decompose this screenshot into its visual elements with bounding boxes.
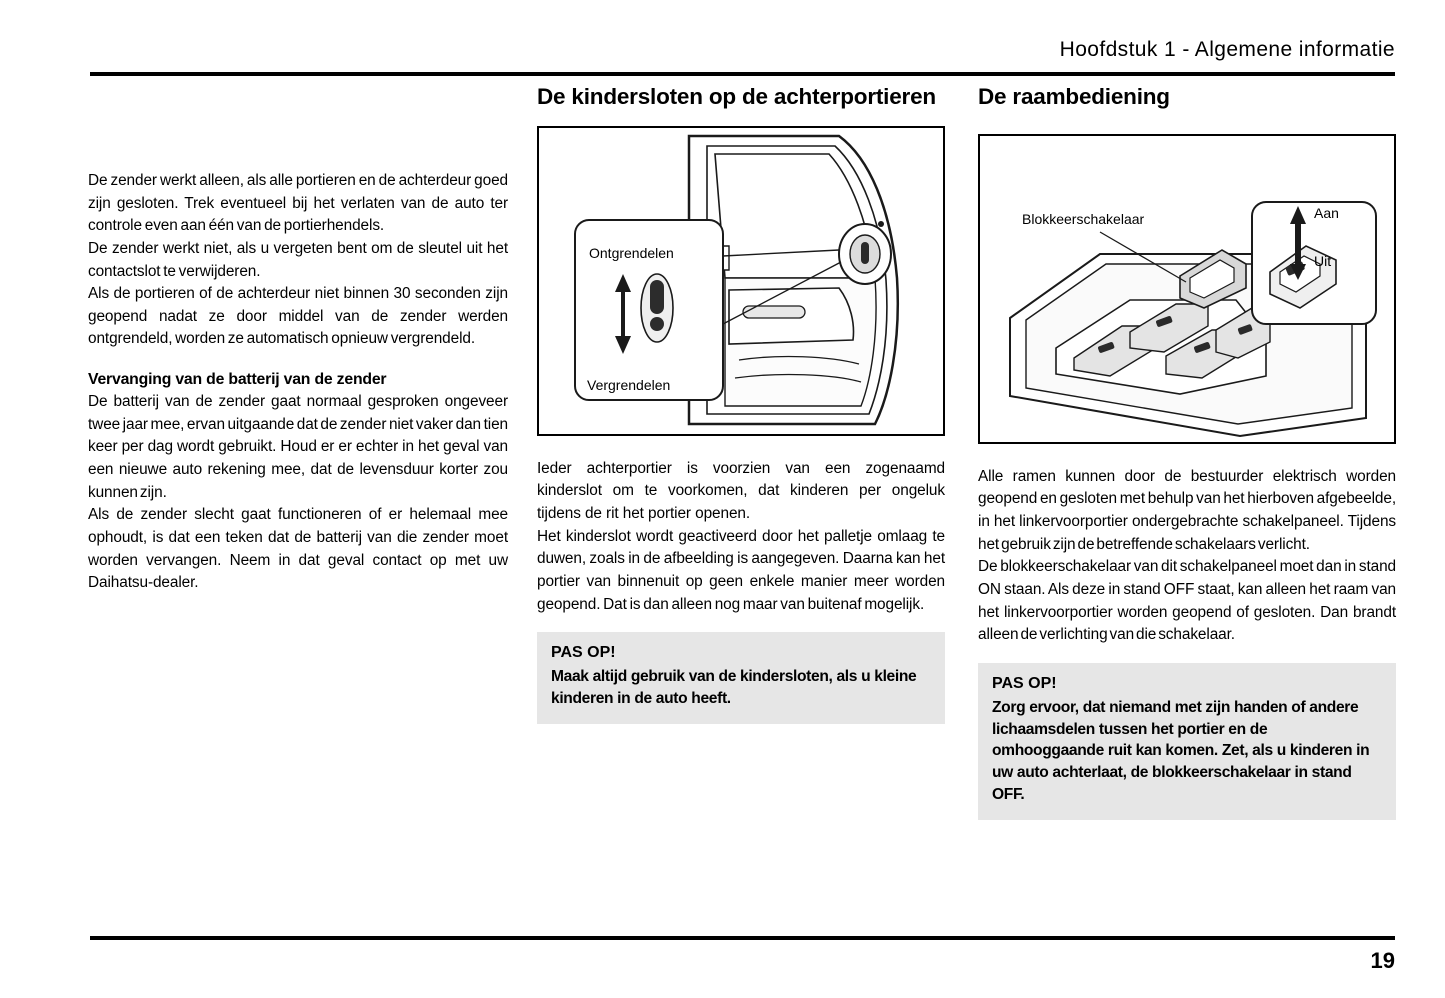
col1-paragraph-1: De zender werkt alleen, als alle portieren en de achterdeur goed zijn gesloten. Trek eventueel bij het verlaten van de auto ter controle even aan één van de portierhendels.: [88, 172, 508, 235]
col2-paragraph-1: Ieder achterportier is voorzien van een zogenaamd kinderslot om te voorkomen, dat kinderen per ongeluk tijdens de rit het portier openen.: [537, 459, 945, 522]
page-header: Hoofdstuk 1 - Algemene informatie: [1059, 38, 1395, 61]
warning-title: PAS OP!: [992, 674, 1057, 692]
warning-title: PAS OP!: [551, 644, 616, 662]
section-title-windows: De raambediening: [978, 84, 1170, 109]
column-left: [88, 82, 508, 595]
warning-body: Maak altijd gebruik van de kindersloten, als u kleine kinderen in de auto heeft.: [551, 668, 917, 707]
figure-label-off: Uit: [1314, 252, 1332, 269]
col3-paragraph-1: Alle ramen kunnen door de bestuurder elektrisch worden geopend en gesloten met behulp van het hierboven afgebeelde, in het linkervoorportier ondergebrachte schakelpaneel. Tijdens het gebruik zijn de betreffende schakelaars verlicht.: [978, 467, 1396, 553]
figure-label-unlock: Ontgrendelen: [589, 244, 674, 261]
header-rule: [90, 72, 1395, 76]
col3-paragraph-2: De blokkeerschakelaar van dit schakelpaneel moet dan in stand ON staan. Als deze in stand OFF staat, kan alleen het raam van het linkervoorportier worden geopend of gesloten. Dan brandt alleen de verlichting van die schakelaar.: [978, 558, 1396, 644]
column-right: [978, 82, 1396, 820]
warning-body: Zorg ervoor, dat niemand met zijn handen of andere lichaamsdelen tussen het portier en de omhooggaande ruit kan komen. Zet, als u kinderen in uw auto achterlaat, de blokkeerschakelaar in stand OFF.: [992, 698, 1370, 804]
figure-child-lock: [537, 126, 945, 436]
warning-box-childlocks: [537, 632, 945, 724]
figure-label-blokkeerschakelaar: Blokkeerschakelaar: [1022, 210, 1145, 227]
figure-window-switches: [978, 134, 1396, 444]
footer-rule: [90, 936, 1395, 940]
page-number: 19: [1370, 948, 1395, 973]
col1-paragraph-4: De batterij van de zender gaat normaal gesproken ongeveer twee jaar mee, ervan uitgaande dat de zender niet vaker dan tien keer per dag wordt gebruikt. Houd er er echter in het geval van een nieuwe auto rekening mee, dat de levensduur korter zou kunnen zijn.: [88, 393, 508, 501]
figure-label-on: Aan: [1314, 204, 1339, 221]
col1-subheading: Vervanging van de batterij van de zender: [88, 371, 387, 389]
window-switch-illustration: [980, 136, 1394, 442]
col1-paragraph-5: Als de zender slecht gaat functioneren of er helemaal mee ophoudt, is dat een teken dat de batterij van die zender moet worden vervangen. Neem in dat geval contact op met uw Daihatsu-dealer.: [88, 506, 508, 592]
section-title-childlocks: De kindersloten op de achterportieren: [537, 84, 936, 109]
col1-paragraph-2: De zender werkt niet, als u vergeten bent om de sleutel uit het contactslot te verwijderen.: [88, 239, 508, 280]
child-lock-illustration: [539, 128, 943, 434]
warning-box-windows: [978, 663, 1396, 820]
col2-paragraph-2: Het kinderslot wordt geactiveerd door het palletje omlaag te duwen, zoals in de afbeelding is aangegeven. Daarna kan het portier van binnenuit op geen enkele manier meer worden geopend. Dat is dan alleen nog maar van buitenaf mogelijk.: [537, 527, 945, 613]
col1-paragraph-3: Als de portieren of de achterdeur niet binnen 30 seconden zijn geopend nadat ze door middel van de zender werden ontgrendeld, worden ze automatisch opnieuw vergrendeld.: [88, 285, 508, 348]
figure-label-lock: Vergrendelen: [587, 376, 671, 393]
column-middle: [537, 82, 945, 724]
